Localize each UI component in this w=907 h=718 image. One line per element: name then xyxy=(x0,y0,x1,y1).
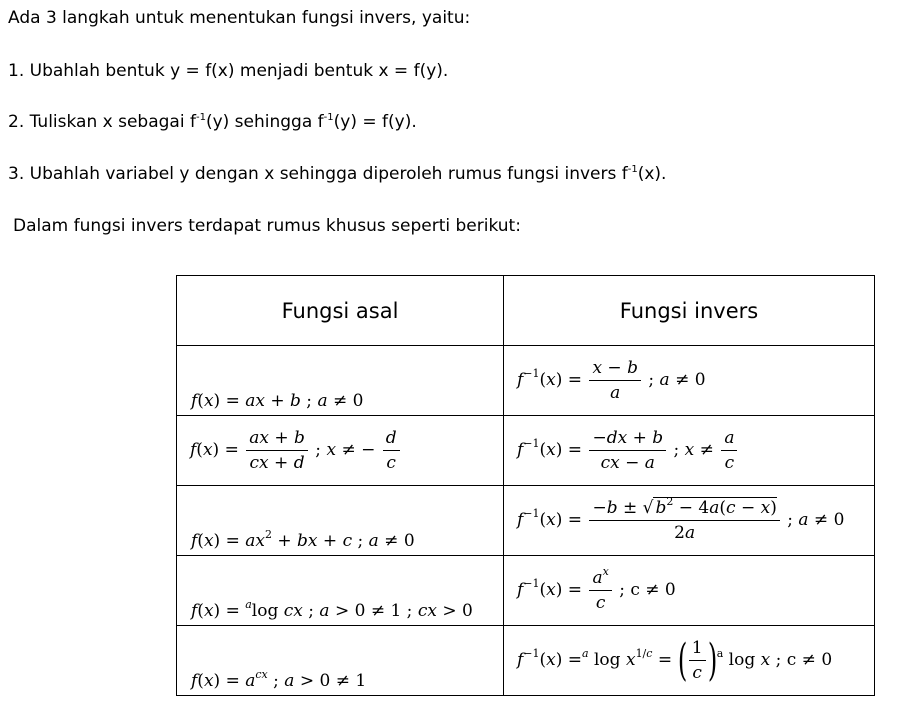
cell-fungsi-asal xyxy=(177,556,504,626)
step-3: 3. Ubahlah variabel y dengan x sehingga diperoleh rumus fungsi invers $f^{-1}(x)$. xyxy=(8,164,667,184)
formula-quadratic: $f(x) = ax^2$ + bx + c ; a ≠ 0 xyxy=(191,528,415,551)
formula-rational: f(x) = $\frac{ax + b}{cx + d}$ ; x ≠ − $\frac{d}{c}$ xyxy=(177,426,503,475)
formula-table xyxy=(176,275,875,696)
table-row xyxy=(177,626,875,696)
table-row xyxy=(177,346,875,416)
cell-fungsi-invers xyxy=(504,486,875,556)
header-fungsi-asal: Fungsi asal xyxy=(177,276,504,346)
formula-quadratic-inverse: $f^{-1}(x)$ = $\frac{-b \pm √ b^2 - 4a(c - x)}{2a}$ ; a ≠ 0 xyxy=(517,495,845,543)
cell-fungsi-invers xyxy=(504,626,875,696)
table-row xyxy=(177,556,875,626)
formula-linear: f(x) = ax + b ; a ≠ 0 xyxy=(191,391,364,411)
table-row xyxy=(177,486,875,556)
intro-text: Ada 3 langkah untuk menentukan fungsi invers, yaitu: xyxy=(8,8,471,28)
formula-linear-inverse: $f^{-1}(x)$ = $\frac{x - b}{a}$ ; a ≠ 0 xyxy=(517,358,706,403)
formula-rational-inverse: $f^{-1}(x)$ = $\frac{-dx + b}{cx - a}$ ; x ≠ $\frac{a}{c}$ xyxy=(504,426,874,475)
cell-fungsi-invers xyxy=(504,346,875,416)
cell-fungsi-asal xyxy=(177,346,504,416)
cell-fungsi-invers xyxy=(504,556,875,626)
formula-exponential: $f(x) = a^{cx}$ ; a > 0 ≠ 1 xyxy=(191,668,367,691)
table-row xyxy=(177,416,875,486)
outro-text: Dalam fungsi invers terdapat rumus khusus seperti berikut: xyxy=(13,216,521,236)
formula-exponential-inverse: $f^{-1}(x) =^a$ $\log x^{1/c}$ = ( $\frac{1}{c}$ )$^a$ log x ; c ≠ 0 xyxy=(517,634,833,686)
step-1: 1. Ubahlah bentuk y = f(x) menjadi bentuk x = f(y). xyxy=(8,61,449,81)
cell-fungsi-invers xyxy=(504,416,875,486)
formula-logarithm: f(x) = $^a$log cx ; a > 0 ≠ 1 ; cx > 0 xyxy=(191,598,473,621)
table-header-row xyxy=(177,276,875,346)
cell-fungsi-asal xyxy=(177,486,504,556)
cell-fungsi-asal xyxy=(177,416,504,486)
formula-logarithm-inverse: $f^{-1}(x)$ = $\frac{a^x}{c}$ ; c ≠ 0 xyxy=(517,565,676,613)
step-2: 2. Tuliskan x sebagai $f^{-1}(y)$ sehingga $f^{-1}(y) = f(y)$. xyxy=(8,112,417,132)
cell-fungsi-asal xyxy=(177,626,504,696)
header-fungsi-invers: Fungsi invers xyxy=(504,276,875,346)
